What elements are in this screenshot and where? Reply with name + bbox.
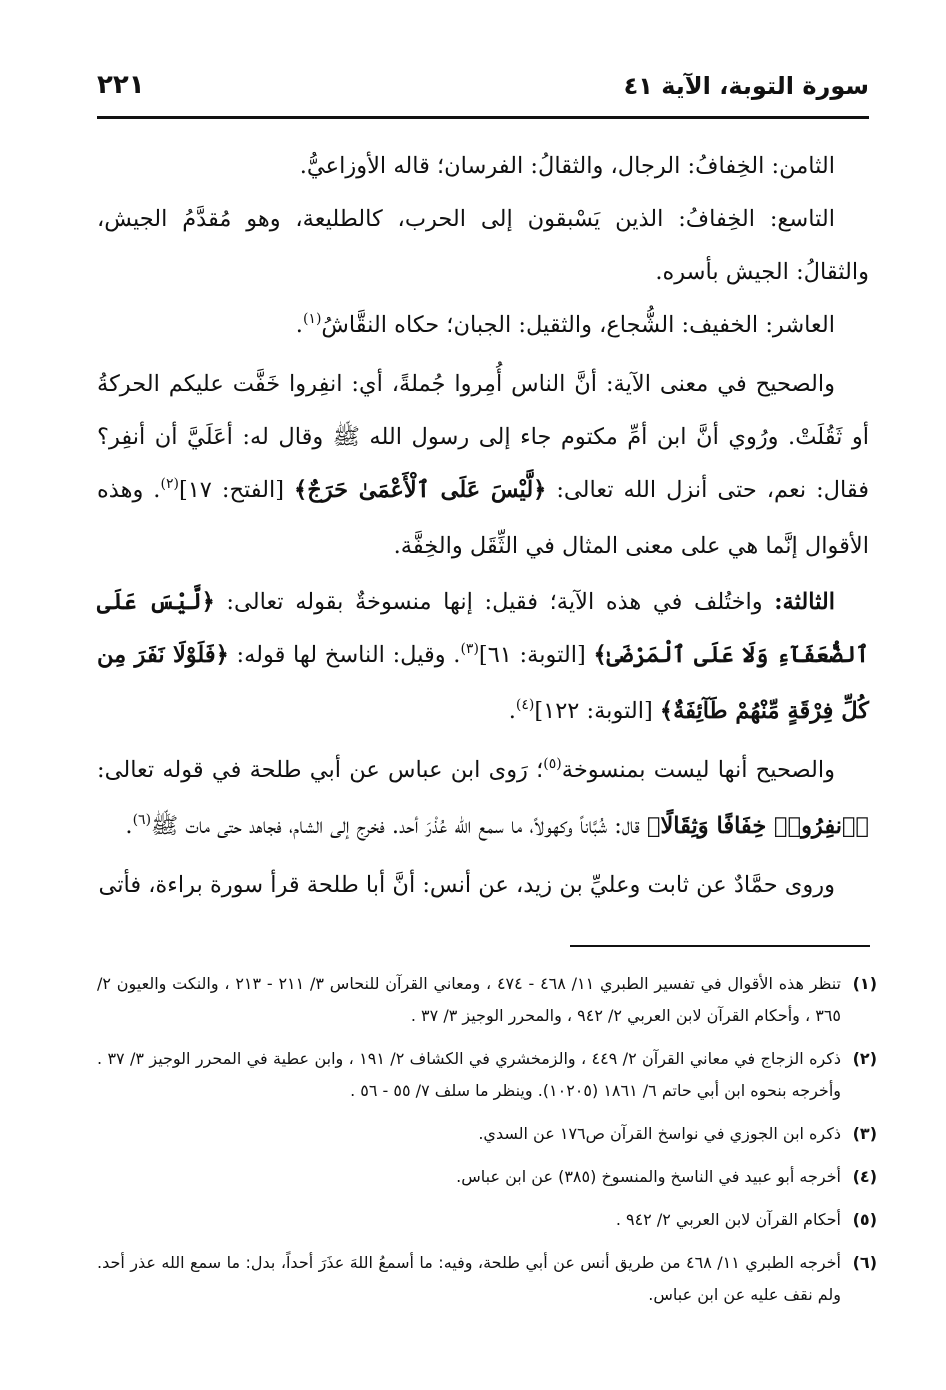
footnote-number: (٦) bbox=[852, 1253, 877, 1272]
paragraph-text: ؛ رَوى ابن عباس عن أبي طلحة في قوله تعالى: bbox=[97, 757, 544, 783]
paragraph-ninth bbox=[97, 193, 869, 299]
footnote bbox=[97, 1043, 877, 1107]
verse-source: [التوبة: ٦١] bbox=[478, 642, 586, 668]
running-title: سورة التوبة، الآية ٤١ bbox=[623, 72, 869, 100]
paragraph-text: والصحيح أنها ليست بمنسوخة bbox=[561, 757, 835, 783]
footnote-separator bbox=[570, 945, 870, 947]
verse-source: [الفتح: ١٧] bbox=[178, 477, 285, 503]
section-lead: الثالثة: bbox=[774, 589, 835, 615]
footnotes bbox=[97, 968, 877, 1322]
paragraph-eighth bbox=[97, 140, 869, 193]
main-text bbox=[97, 140, 869, 915]
quran-verse: ﴿لَّيْسَ عَلَى ٱلْأَعْمَىٰ حَرَجٌ﴾ bbox=[294, 477, 547, 503]
footnote-ref: (٥) bbox=[543, 756, 562, 772]
paragraph-text: العاشر: الخفيف: الشُّجاع، والثقيل: الجبان؛ حكاه النقَّاشُ bbox=[321, 312, 835, 338]
footnote bbox=[97, 1118, 877, 1150]
paragraph-text: وروى حمَّادٌ عن ثابت وعليِّ بن زيد، عن أنس: أنَّ أبا طلحة قرأ سورة براءة، فأتى bbox=[98, 872, 835, 898]
footnote-text: أحكام القرآن لابن العربي ٢/ ٩٤٢ . bbox=[615, 1210, 841, 1229]
paragraph-text: واختُلف في هذه الآية؛ فقيل: إنها منسوخةٌ بقوله تعالى: bbox=[226, 589, 763, 615]
paragraph-third-issue: الثالثة: واختُلف في هذه الآية؛ فقيل: إنها منسوخةٌ بقوله تعالى: ﴿لَّيْسَ عَلَى ٱلضُّعَفَآءِ وَلَا عَلَى ٱلْمَرْضَىٰ﴾ [التوبة: ٦١]$^{(٣)}$. وقيل: الناسخ لها قوله: ﴿فَلَوْلَا نَفَرَ مِن كُلِّ فِرْقَةٍ مِّنْهُمْ طَآئِفَةٌ﴾ [التوبة: ١٢٢]$^{(٤)}$. bbox=[97, 589, 870, 724]
paragraph-hammad bbox=[97, 859, 869, 912]
footnote-number: (٢) bbox=[852, 1049, 877, 1068]
footnote-text: أخرجه أبو عبيد في الناسخ والمنسوخ (٣٨٥) عن ابن عباس. bbox=[456, 1167, 841, 1186]
footnote-ref: (١) bbox=[302, 311, 322, 327]
footnote bbox=[97, 968, 877, 1032]
page-header bbox=[97, 62, 869, 116]
paragraph-text: قال: شُبَّاناً وكهولاً، ما سمع الله عُذْرَ أحد. فخرج إلى الشام، فجاهد حتى مات ﷺ bbox=[151, 813, 640, 839]
paragraph-correct-meaning bbox=[97, 358, 869, 573]
quran-verse: ﴿ٱنفِرُوا۟ خِفَافًا وَثِقَالًا﴾ bbox=[646, 813, 869, 839]
quran-verse: ﴿لَّيْسَ عَلَى ٱلضُّعَفَآءِ وَلَا عَلَى ٱلْمَرْضَىٰ﴾ bbox=[97, 589, 870, 668]
paragraph-text: التاسع: الخِفافُ: الذين يَسْبقون إلى الحرب، كالطليعة، وهو مُقدَّمُ الجيش، والثقالُ: الجيش بأسره. bbox=[97, 206, 869, 285]
footnote-number: (١) bbox=[852, 974, 877, 993]
paragraph-tenth: العاشر: الخفيف: الشُّجاع، والثقيل: الجبان؛ حكاه النقَّاشُ$^{(١)}$. bbox=[295, 311, 835, 338]
footnote-text: تنظر هذه الأقوال في تفسير الطبري ١١/ ٤٦٨ - ٤٧٤ ، ومعاني القرآن للنحاس ٣/ ٢١١ - ٢١٣ ، والنكت والعيون ٢/ ٣٦٥ ، وأحكام القرآن لابن العربي ٢/ ٩٤٢ ، والمحرر الوجيز ٣/ ٣٧ . bbox=[97, 974, 842, 1025]
footnote-text: أخرجه الطبري ١١/ ٤٦٨ من طريق أنس عن أبي طلحة، وفيه: ما أسمعُ اللهَ عذَرَ أحداً، بدل: ما سمع الله عذر أحد. ولم نقف عليه عن ابن عباس. bbox=[97, 1253, 842, 1304]
footnote-ref: (٤) bbox=[515, 697, 535, 713]
paragraph-text: . وهذه الأقوال إنَّما هي على معنى المثال في الثِّقَل والخِفَّة. bbox=[97, 477, 869, 559]
paragraph-text: الثامن: الخِفافُ: الرجال، والثقالُ: الفرسان؛ قاله الأوزاعيُّ. bbox=[299, 153, 835, 179]
page-number: ٢٢١ bbox=[97, 70, 145, 100]
footnote-text: ذكره ابن الجوزي في نواسخ القرآن ص١٧٦ عن السدي. bbox=[478, 1124, 841, 1143]
quran-verse: ﴿فَلَوْلَا نَفَرَ مِن كُلِّ فِرْقَةٍ مِّنْهُمْ طَآئِفَةٌ﴾ bbox=[97, 642, 869, 724]
footnote bbox=[97, 1204, 877, 1236]
footnote bbox=[97, 1161, 877, 1193]
footnote bbox=[97, 1247, 877, 1311]
header-rule bbox=[97, 116, 869, 119]
footnote-number: (٥) bbox=[852, 1210, 877, 1229]
verse-source: [التوبة: ١٢٢] bbox=[534, 698, 653, 724]
footnote-ref: (٦) bbox=[132, 812, 152, 828]
paragraph-not-abrogated: والصحيح أنها ليست بمنسوخة$^{(٥)}$؛ رَوى ابن عباس عن أبي طلحة في قوله تعالى: ﴿ٱنفِرُوا۟ خِفَافًا وَثِقَالًا﴾ قال: شُبَّاناً وكهولاً، ما سمع الله عُذْرَ أحد. فخرج إلى الشام، فجاهد حتى مات ﷺ$^{(٦)}$. bbox=[97, 756, 869, 839]
footnote-ref: (٢) bbox=[160, 476, 179, 492]
footnote-text: ذكره الزجاج في معاني القرآن ٢/ ٤٤٩ ، والزمخشري في الكشاف ٢/ ١٩١ ، وابن عطية في المحرر الوجيز ٣/ ٣٧ . وأخرجه بنحوه ابن أبي حاتم ٦/ ١٨٦١ (١٠٢٠٥). وينظر ما سلف ٧/ ٥٥ - ٥٦ . bbox=[97, 1049, 842, 1100]
paragraph-text: . وقيل: الناسخ لها قوله: bbox=[236, 642, 461, 668]
footnote-number: (٣) bbox=[852, 1124, 877, 1143]
footnote-number: (٤) bbox=[852, 1167, 877, 1186]
paragraph-text: والصحيح في معنى الآية: أنَّ الناس أُمِروا جُملةً، أي: انفِروا خَفَّت عليكم الحركةُ أو ثَقُلَتْ. ورُوي أنَّ ابن أمِّ مكتوم جاء إلى رسول الله ﷺ وقال له: أعَلَيَّ أن أنفِر؟ فقال: نعم، حتى أنزل الله تعالى: bbox=[97, 371, 870, 503]
footnote-ref: (٣) bbox=[460, 641, 479, 657]
